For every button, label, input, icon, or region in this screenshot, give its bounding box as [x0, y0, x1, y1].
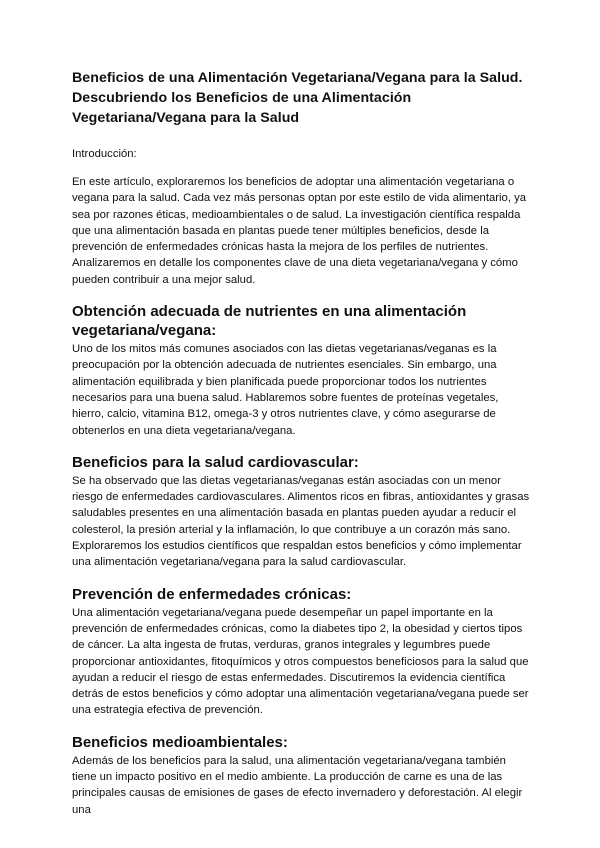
- section-body: Además de los beneficios para la salud, una alimentación vegetariana/vegana también tiene un impacto positivo en el medio ambiente. La producción de carne es una de las principales causas de emisiones de gases de efecto invernadero y deforestación. Al elegir una: [72, 754, 523, 816]
- section-body: Una alimentación vegetariana/vegana puede desempeñar un papel importante en la prevención de enfermedades crónicas, como la diabetes tipo 2, la obesidad y ciertos tipos de cáncer. La alta ingesta de frutas, verduras, granos integrales y legumbres puede proporcionar antioxidantes, fitoquímicos y otros compuestos beneficiosos para la salud que ayudan a reducir el riesgo de estas enfermedades. Discutiremos la evidencia científica detrás de estos beneficios y cómo adoptar una alimentación vegetariana/vegana puede ser una estrategia efectiva de prevención.: [72, 606, 529, 717]
- title-line-1: Beneficios de una Alimentación Vegetariana/Vegana para la Salud.: [72, 70, 523, 86]
- section-chronic-diseases: [72, 585, 530, 719]
- section-nutrients: [72, 302, 530, 439]
- section-body: Uno de los mitos más comunes asociados con las dietas vegetarianas/veganas es la preocupación por la obtención adecuada de nutrientes esenciales. Sin embargo, una alimentación equilibrada y bien planificada puede proporcionar todos los nutrientes necesarios para una buena salud. Hablaremos sobre fuentes de proteínas vegetales, hierro, calcio, vitamina B12, omega-3 y otros nutrientes clave, y cómo asegurarse de obtenerlos en una dieta vegetariana/vegana.: [72, 343, 499, 437]
- intro-label: Introducción:: [72, 148, 137, 160]
- document-title: [72, 68, 530, 128]
- section-heading: Obtención adecuada de nutrientes en una alimentación vegetariana/vegana:: [72, 303, 467, 340]
- section-heading: Beneficios medioambientales:: [72, 733, 288, 751]
- section-cardiovascular: [72, 453, 530, 571]
- section-environment: [72, 733, 530, 818]
- title-line-2: Descubriendo los Beneficios de una Alimentación: [72, 90, 412, 106]
- section-body: Se ha observado que las dietas vegetarianas/veganas están asociadas con un menor riesgo de enfermedades cardiovasculares. Alimentos ricos en fibras, antioxidantes y grasas saludables presentes en una alimentación basada en plantas pueden ayudar a reducir el colesterol, la presión arterial y la inflamación, lo que contribuye a un corazón más sano. Exploraremos los estudios científicos que respaldan estos beneficios y cómo implementar una alimentación vegetariana/vegana para la salud cardiovascular.: [72, 474, 530, 569]
- section-heading: Beneficios para la salud cardiovascular:: [72, 453, 359, 471]
- title-line-3: Vegetariana/Vegana para la Salud: [72, 110, 300, 126]
- intro-paragraph: En este artículo, exploraremos los beneficios de adoptar una alimentación vegetariana o vegana para la salud. Cada vez más personas optan por este estilo de vida alimentario, ya sea por razones éticas, medioambientales o de salud. La investigación científica respalda que una alimentación basada en plantas puede tener múltiples beneficios, desde la prevención de enfermedades crónicas hasta la mejora de los perfiles de nutrientes. Analizaremos en detalle los componentes clave de una dieta vegetariana/vegana y cómo pueden contribuir a una mejor salud.: [72, 176, 527, 286]
- section-heading: Prevención de enfermedades crónicas:: [72, 585, 352, 603]
